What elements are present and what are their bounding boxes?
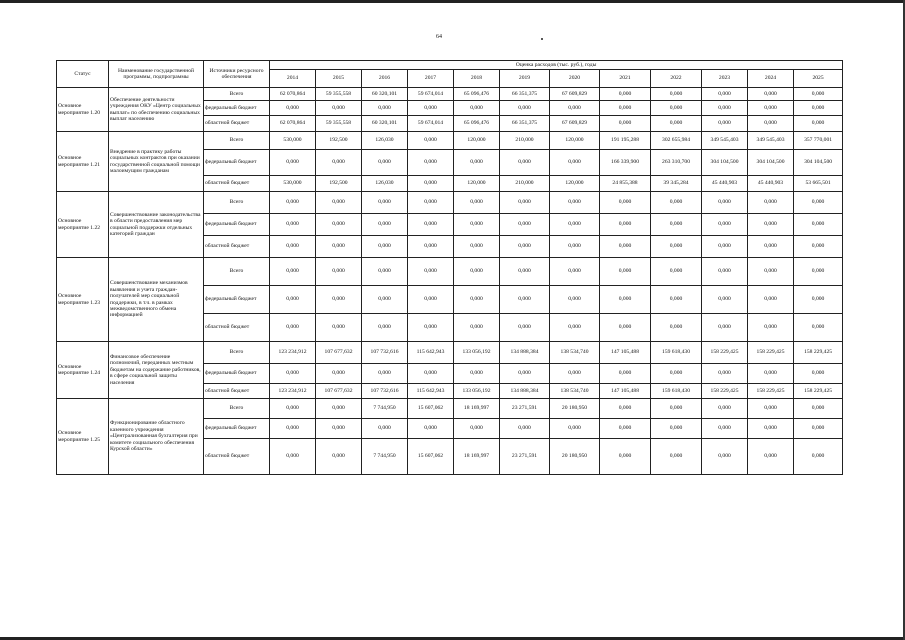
- funding-source-cell: федеральный бюджет: [204, 101, 270, 116]
- header-name: Наименование государственной программы, подпрограммы: [109, 61, 204, 88]
- amount-cell: 45 440,903: [748, 176, 794, 192]
- status-cell: Основное мероприятие 1.22: [57, 192, 109, 258]
- amount-cell: 0,000: [794, 439, 843, 475]
- amount-cell: 120,000: [550, 132, 600, 150]
- amount-cell: 0,000: [408, 214, 454, 236]
- amount-cell: 0,000: [794, 116, 843, 132]
- amount-cell: 107 732,616: [362, 384, 408, 399]
- amount-cell: 0,000: [316, 192, 362, 214]
- amount-cell: 62 070,864: [270, 116, 316, 132]
- program-name-cell: Обеспечение деятельности учреждения ОКУ «Центр социальных выплат» по обеспечению социальных выплат населению: [109, 88, 204, 132]
- amount-cell: 0,000: [600, 399, 651, 419]
- header-year: 2018: [454, 70, 500, 88]
- amount-cell: 0,000: [270, 236, 316, 258]
- amount-cell: 107 677,632: [316, 384, 362, 399]
- amount-cell: 166 339,900: [600, 150, 651, 176]
- amount-cell: 0,000: [550, 314, 600, 342]
- amount-cell: 18 169,997: [454, 439, 500, 475]
- amount-cell: 123 234,912: [270, 342, 316, 364]
- amount-cell: 0,000: [316, 439, 362, 475]
- amount-cell: 0,000: [270, 419, 316, 439]
- amount-cell: 0,000: [794, 419, 843, 439]
- header-sources: Источники ресурсного обеспечения: [204, 61, 270, 88]
- amount-cell: 0,000: [550, 214, 600, 236]
- amount-cell: 126,030: [362, 132, 408, 150]
- amount-cell: 134 888,384: [500, 342, 550, 364]
- amount-cell: 0,000: [362, 419, 408, 439]
- amount-cell: 15 607,062: [408, 399, 454, 419]
- table-row: [57, 192, 843, 214]
- amount-cell: 0,000: [600, 214, 651, 236]
- header-year: 2023: [702, 70, 748, 88]
- status-cell: Основное мероприятие 1.21: [57, 132, 109, 192]
- amount-cell: 0,000: [454, 364, 500, 384]
- header-year: 2024: [748, 70, 794, 88]
- amount-cell: 0,000: [362, 214, 408, 236]
- amount-cell: 0,000: [651, 364, 702, 384]
- funding-source-cell: областной бюджет: [204, 314, 270, 342]
- amount-cell: 0,000: [794, 192, 843, 214]
- header-year: 2019: [500, 70, 550, 88]
- amount-cell: 158 229,425: [794, 342, 843, 364]
- amount-cell: 0,000: [550, 419, 600, 439]
- amount-cell: 158 229,425: [748, 342, 794, 364]
- amount-cell: 0,000: [500, 236, 550, 258]
- amount-cell: 18 169,997: [454, 399, 500, 419]
- amount-cell: 158 229,425: [702, 342, 748, 364]
- header-year: 2016: [362, 70, 408, 88]
- amount-cell: 192,500: [316, 132, 362, 150]
- amount-cell: 210,000: [500, 176, 550, 192]
- program-name-cell: Внедрение в практику работы социальных контрактов при оказании государственной социальной помощи малоимущим гражданам: [109, 132, 204, 192]
- amount-cell: 357 770,001: [794, 132, 843, 150]
- funding-source-cell: Всего: [204, 88, 270, 101]
- amount-cell: 0,000: [651, 399, 702, 419]
- amount-cell: 0,000: [408, 132, 454, 150]
- amount-cell: 0,000: [316, 150, 362, 176]
- amount-cell: 0,000: [794, 258, 843, 286]
- amount-cell: 0,000: [270, 192, 316, 214]
- amount-cell: 0,000: [550, 150, 600, 176]
- table-row: [57, 342, 843, 364]
- amount-cell: 138 534,740: [550, 342, 600, 364]
- scan-top-edge: [0, 0, 905, 3]
- amount-cell: 0,000: [600, 364, 651, 384]
- amount-cell: 0,000: [408, 258, 454, 286]
- funding-source-cell: федеральный бюджет: [204, 214, 270, 236]
- amount-cell: 0,000: [651, 192, 702, 214]
- amount-cell: 0,000: [270, 101, 316, 116]
- amount-cell: 23 271,591: [500, 399, 550, 419]
- amount-cell: 133 056,192: [454, 342, 500, 364]
- amount-cell: 0,000: [748, 258, 794, 286]
- amount-cell: 263 310,700: [651, 150, 702, 176]
- amount-cell: 20 180,950: [550, 439, 600, 475]
- amount-cell: 0,000: [500, 101, 550, 116]
- amount-cell: 147 105,488: [600, 384, 651, 399]
- amount-cell: 0,000: [500, 419, 550, 439]
- amount-cell: 158 229,425: [702, 384, 748, 399]
- amount-cell: 0,000: [270, 399, 316, 419]
- amount-cell: 0,000: [550, 236, 600, 258]
- amount-cell: 0,000: [550, 192, 600, 214]
- program-name-cell: Совершенствование законодательства в области предоставления мер социальной поддержки отдельных категорий граждан: [109, 192, 204, 258]
- amount-cell: 0,000: [702, 88, 748, 101]
- funding-source-cell: федеральный бюджет: [204, 419, 270, 439]
- amount-cell: 0,000: [316, 258, 362, 286]
- amount-cell: 0,000: [408, 236, 454, 258]
- amount-cell: 0,000: [600, 116, 651, 132]
- amount-cell: 0,000: [550, 286, 600, 314]
- status-cell: Основное мероприятие 1.25: [57, 399, 109, 475]
- amount-cell: 15 607,062: [408, 439, 454, 475]
- amount-cell: 24 855,388: [600, 176, 651, 192]
- header-estimate: Оценка расходов (тыс. руб.), годы: [270, 61, 843, 70]
- amount-cell: 0,000: [408, 192, 454, 214]
- funding-source-cell: федеральный бюджет: [204, 364, 270, 384]
- amount-cell: 147 105,488: [600, 342, 651, 364]
- amount-cell: 0,000: [794, 364, 843, 384]
- amount-cell: 20 180,950: [550, 399, 600, 419]
- amount-cell: 0,000: [362, 314, 408, 342]
- amount-cell: 0,000: [408, 286, 454, 314]
- amount-cell: 0,000: [362, 101, 408, 116]
- amount-cell: 107 732,616: [362, 342, 408, 364]
- amount-cell: 0,000: [600, 286, 651, 314]
- amount-cell: 0,000: [748, 399, 794, 419]
- header-year: 2020: [550, 70, 600, 88]
- header-year: 2017: [408, 70, 454, 88]
- amount-cell: 0,000: [794, 314, 843, 342]
- amount-cell: 304 104,500: [794, 150, 843, 176]
- amount-cell: 0,000: [794, 286, 843, 314]
- amount-cell: 191 195,288: [600, 132, 651, 150]
- amount-cell: 0,000: [362, 150, 408, 176]
- amount-cell: 0,000: [651, 314, 702, 342]
- amount-cell: 0,000: [702, 101, 748, 116]
- amount-cell: 0,000: [408, 101, 454, 116]
- funding-source-cell: Всего: [204, 192, 270, 214]
- amount-cell: 0,000: [270, 258, 316, 286]
- amount-cell: 0,000: [651, 419, 702, 439]
- amount-cell: 0,000: [600, 101, 651, 116]
- header-year: 2022: [651, 70, 702, 88]
- funding-source-cell: областной бюджет: [204, 384, 270, 399]
- status-cell: Основное мероприятие 1.24: [57, 342, 109, 399]
- amount-cell: 115 642,943: [408, 384, 454, 399]
- amount-cell: 0,000: [794, 399, 843, 419]
- amount-cell: 0,000: [270, 286, 316, 314]
- amount-cell: 159 618,430: [651, 342, 702, 364]
- amount-cell: 120,000: [454, 176, 500, 192]
- amount-cell: 0,000: [270, 150, 316, 176]
- amount-cell: 0,000: [316, 399, 362, 419]
- amount-cell: 0,000: [408, 314, 454, 342]
- amount-cell: 123 234,912: [270, 384, 316, 399]
- amount-cell: 0,000: [748, 419, 794, 439]
- amount-cell: 0,000: [316, 236, 362, 258]
- amount-cell: 133 056,192: [454, 384, 500, 399]
- amount-cell: 0,000: [408, 176, 454, 192]
- amount-cell: 0,000: [600, 314, 651, 342]
- amount-cell: 0,000: [500, 314, 550, 342]
- amount-cell: 0,000: [454, 258, 500, 286]
- amount-cell: 0,000: [702, 439, 748, 475]
- amount-cell: 0,000: [794, 214, 843, 236]
- amount-cell: 115 642,943: [408, 342, 454, 364]
- funding-source-cell: Всего: [204, 132, 270, 150]
- amount-cell: 0,000: [702, 192, 748, 214]
- amount-cell: 0,000: [454, 214, 500, 236]
- amount-cell: 0,000: [550, 101, 600, 116]
- amount-cell: 120,000: [550, 176, 600, 192]
- amount-cell: 65 096,476: [454, 116, 500, 132]
- program-name-cell: Совершенствование механизмов выявления и учета граждан-получателей мер социальной поддержки, в т.ч. в рамках межведомственного обмена информацией: [109, 258, 204, 342]
- amount-cell: 0,000: [702, 236, 748, 258]
- amount-cell: 0,000: [454, 192, 500, 214]
- table-row: [57, 399, 843, 419]
- header-status: Статус: [57, 61, 109, 88]
- amount-cell: 7 744,950: [362, 399, 408, 419]
- amount-cell: 59 674,014: [408, 116, 454, 132]
- table-row: [57, 88, 843, 101]
- program-name-cell: Финансовое обеспечение полномочий, переданных местным бюджетам на содержание работников, в сфере социальной защиты населения: [109, 342, 204, 399]
- amount-cell: 0,000: [316, 364, 362, 384]
- amount-cell: 210,000: [500, 132, 550, 150]
- funding-source-cell: областной бюджет: [204, 439, 270, 475]
- amount-cell: 0,000: [748, 88, 794, 101]
- amount-cell: 349 545,403: [748, 132, 794, 150]
- amount-cell: 0,000: [316, 419, 362, 439]
- amount-cell: 0,000: [651, 116, 702, 132]
- amount-cell: 0,000: [702, 364, 748, 384]
- amount-cell: 0,000: [454, 236, 500, 258]
- amount-cell: 138 534,740: [550, 384, 600, 399]
- funding-source-cell: Всего: [204, 399, 270, 419]
- header-year: 2015: [316, 70, 362, 88]
- amount-cell: 0,000: [600, 88, 651, 101]
- amount-cell: 126,030: [362, 176, 408, 192]
- amount-cell: 349 545,403: [702, 132, 748, 150]
- amount-cell: 0,000: [408, 419, 454, 439]
- amount-cell: 0,000: [702, 258, 748, 286]
- amount-cell: 0,000: [454, 286, 500, 314]
- amount-cell: 60 320,101: [362, 116, 408, 132]
- funding-source-cell: Всего: [204, 342, 270, 364]
- amount-cell: 0,000: [454, 150, 500, 176]
- amount-cell: 0,000: [651, 236, 702, 258]
- amount-cell: 158 229,425: [748, 384, 794, 399]
- amount-cell: 304 104,500: [702, 150, 748, 176]
- amount-cell: 0,000: [500, 258, 550, 286]
- amount-cell: 192,500: [316, 176, 362, 192]
- amount-cell: 0,000: [748, 101, 794, 116]
- amount-cell: 134 888,384: [500, 384, 550, 399]
- amount-cell: 0,000: [270, 214, 316, 236]
- amount-cell: 0,000: [748, 314, 794, 342]
- amount-cell: 0,000: [651, 214, 702, 236]
- amount-cell: 0,000: [651, 286, 702, 314]
- amount-cell: 0,000: [702, 116, 748, 132]
- amount-cell: 23 271,591: [500, 439, 550, 475]
- amount-cell: 0,000: [748, 364, 794, 384]
- amount-cell: 107 677,632: [316, 342, 362, 364]
- header-year: 2021: [600, 70, 651, 88]
- amount-cell: 0,000: [748, 439, 794, 475]
- amount-cell: 0,000: [362, 236, 408, 258]
- funding-source-cell: областной бюджет: [204, 176, 270, 192]
- amount-cell: 0,000: [500, 214, 550, 236]
- amount-cell: 0,000: [500, 150, 550, 176]
- amount-cell: 59 355,558: [316, 88, 362, 101]
- amount-cell: 304 104,500: [748, 150, 794, 176]
- amount-cell: 0,000: [316, 314, 362, 342]
- funding-source-cell: областной бюджет: [204, 236, 270, 258]
- amount-cell: 0,000: [748, 192, 794, 214]
- amount-cell: 120,000: [454, 132, 500, 150]
- table-row: [57, 258, 843, 286]
- amount-cell: 0,000: [454, 419, 500, 439]
- amount-cell: 0,000: [600, 258, 651, 286]
- amount-cell: 0,000: [316, 286, 362, 314]
- funding-source-cell: федеральный бюджет: [204, 150, 270, 176]
- amount-cell: 0,000: [362, 192, 408, 214]
- funding-source-cell: областной бюджет: [204, 116, 270, 132]
- amount-cell: 0,000: [748, 286, 794, 314]
- amount-cell: 0,000: [794, 236, 843, 258]
- amount-cell: 59 674,014: [408, 88, 454, 101]
- amount-cell: 60 320,101: [362, 88, 408, 101]
- amount-cell: 0,000: [500, 364, 550, 384]
- header-year: 2014: [270, 70, 316, 88]
- amount-cell: 0,000: [600, 439, 651, 475]
- amount-cell: 62 070,864: [270, 88, 316, 101]
- amount-cell: 0,000: [748, 116, 794, 132]
- amount-cell: 45 440,903: [702, 176, 748, 192]
- amount-cell: 0,000: [748, 214, 794, 236]
- budget-table: [56, 60, 843, 475]
- amount-cell: 0,000: [270, 439, 316, 475]
- amount-cell: 67 609,829: [550, 88, 600, 101]
- amount-cell: 0,000: [702, 214, 748, 236]
- amount-cell: 0,000: [550, 364, 600, 384]
- amount-cell: 0,000: [500, 286, 550, 314]
- amount-cell: 53 665,501: [794, 176, 843, 192]
- amount-cell: 0,000: [454, 314, 500, 342]
- amount-cell: 0,000: [702, 419, 748, 439]
- amount-cell: 0,000: [316, 214, 362, 236]
- table-body: [57, 88, 843, 475]
- program-name-cell: Функционирование областного казенного учреждения «Централизованная бухгалтерия при комитете социального обеспечения Курской области»: [109, 399, 204, 475]
- amount-cell: 59 355,558: [316, 116, 362, 132]
- amount-cell: 0,000: [748, 236, 794, 258]
- amount-cell: 0,000: [702, 314, 748, 342]
- amount-cell: 530,000: [270, 176, 316, 192]
- table-row: [57, 132, 843, 150]
- amount-cell: 67 609,829: [550, 116, 600, 132]
- amount-cell: 0,000: [408, 364, 454, 384]
- amount-cell: 39 345,284: [651, 176, 702, 192]
- amount-cell: 0,000: [316, 101, 362, 116]
- amount-cell: 65 096,476: [454, 88, 500, 101]
- funding-source-cell: федеральный бюджет: [204, 286, 270, 314]
- amount-cell: 0,000: [651, 101, 702, 116]
- amount-cell: 0,000: [270, 314, 316, 342]
- amount-cell: 0,000: [600, 236, 651, 258]
- amount-cell: 0,000: [651, 439, 702, 475]
- amount-cell: 0,000: [702, 399, 748, 419]
- amount-cell: 0,000: [408, 150, 454, 176]
- amount-cell: 159 618,430: [651, 384, 702, 399]
- header-year: 2025: [794, 70, 843, 88]
- amount-cell: 0,000: [600, 419, 651, 439]
- amount-cell: 0,000: [651, 258, 702, 286]
- amount-cell: 0,000: [794, 101, 843, 116]
- amount-cell: 0,000: [362, 364, 408, 384]
- amount-cell: 0,000: [600, 192, 651, 214]
- amount-cell: 7 744,950: [362, 439, 408, 475]
- amount-cell: 302 655,984: [651, 132, 702, 150]
- amount-cell: 0,000: [651, 88, 702, 101]
- amount-cell: 0,000: [500, 192, 550, 214]
- amount-cell: 0,000: [794, 88, 843, 101]
- funding-source-cell: Всего: [204, 258, 270, 286]
- scan-speck: [541, 38, 543, 40]
- amount-cell: 66 351,375: [500, 116, 550, 132]
- amount-cell: 0,000: [454, 101, 500, 116]
- amount-cell: 66 351,375: [500, 88, 550, 101]
- amount-cell: 0,000: [550, 258, 600, 286]
- page-number: 64: [436, 34, 442, 40]
- amount-cell: 0,000: [270, 364, 316, 384]
- amount-cell: 0,000: [362, 286, 408, 314]
- status-cell: Основное мероприятие 1.20: [57, 88, 109, 132]
- amount-cell: 0,000: [362, 258, 408, 286]
- amount-cell: 158 229,425: [794, 384, 843, 399]
- status-cell: Основное мероприятие 1.23: [57, 258, 109, 342]
- amount-cell: 530,000: [270, 132, 316, 150]
- amount-cell: 0,000: [702, 286, 748, 314]
